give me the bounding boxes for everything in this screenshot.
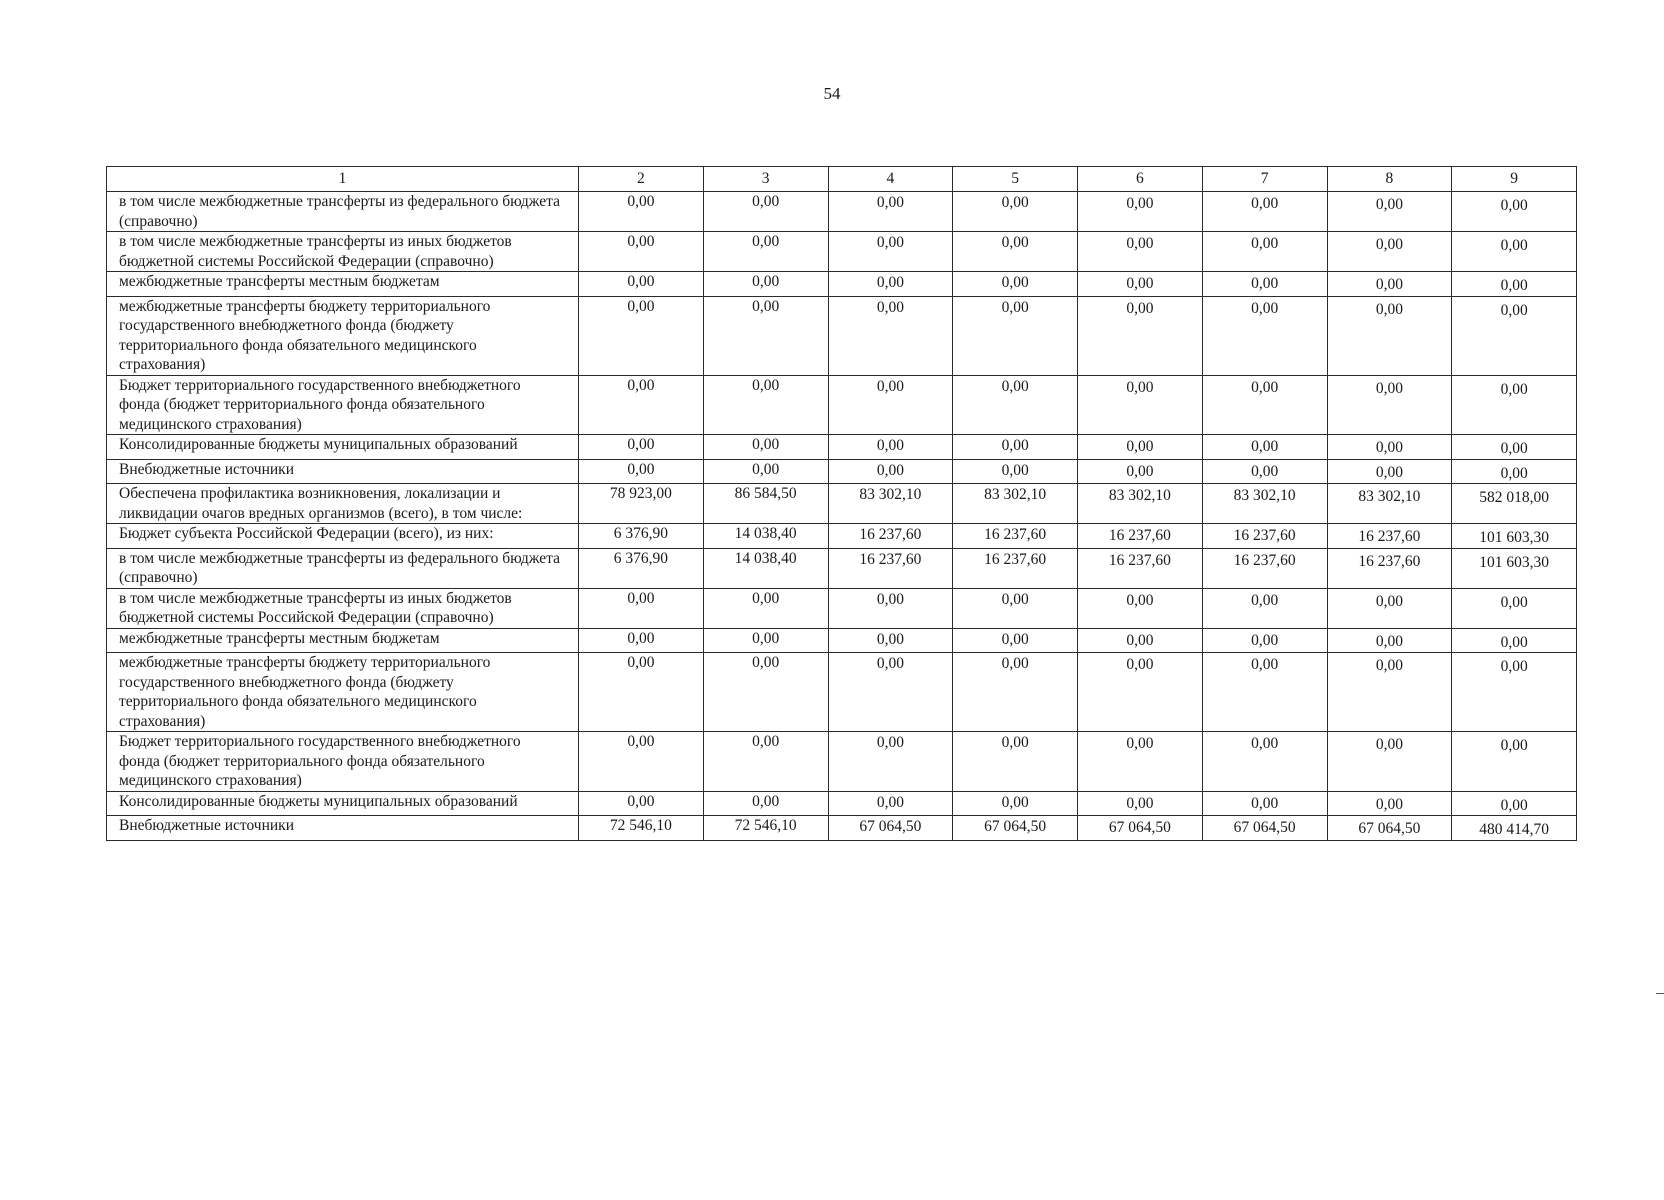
cell-value: 86 584,50 xyxy=(703,484,828,524)
row-label: в том числе межбюджетные трансферты из федерального бюджета (справочно) xyxy=(107,192,579,232)
cell-value: 16 237,60 xyxy=(1078,524,1203,549)
budget-table xyxy=(106,166,1577,841)
cell-value: 582 018,00 xyxy=(1452,484,1577,524)
cell-value: 0,00 xyxy=(828,628,953,653)
cell-value: 0,00 xyxy=(1078,588,1203,628)
cell-value: 0,00 xyxy=(1327,192,1452,232)
cell-value: 0,00 xyxy=(953,791,1078,816)
cell-value: 0,00 xyxy=(1327,588,1452,628)
cell-value: 0,00 xyxy=(703,791,828,816)
cell-value: 0,00 xyxy=(1452,628,1577,653)
column-header: 4 xyxy=(828,167,953,192)
cell-value: 72 546,10 xyxy=(579,816,704,841)
scan-edge-mark xyxy=(1656,993,1664,994)
cell-value: 0,00 xyxy=(1452,459,1577,484)
cell-value: 0,00 xyxy=(1078,232,1203,272)
cell-value: 0,00 xyxy=(703,296,828,375)
row-label: Консолидированные бюджеты муниципальных образований xyxy=(107,791,579,816)
cell-value: 0,00 xyxy=(579,232,704,272)
cell-value: 0,00 xyxy=(1202,653,1327,732)
cell-value: 0,00 xyxy=(1452,192,1577,232)
cell-value: 0,00 xyxy=(953,435,1078,460)
cell-value: 0,00 xyxy=(1202,375,1327,435)
table-row xyxy=(107,484,1577,524)
cell-value: 14 038,40 xyxy=(703,524,828,549)
column-header: 2 xyxy=(579,167,704,192)
cell-value: 480 414,70 xyxy=(1452,816,1577,841)
cell-value: 0,00 xyxy=(703,732,828,792)
column-header: 5 xyxy=(953,167,1078,192)
table-row xyxy=(107,791,1577,816)
header-row xyxy=(107,167,1577,192)
cell-value: 0,00 xyxy=(579,375,704,435)
column-header: 9 xyxy=(1452,167,1577,192)
cell-value: 0,00 xyxy=(828,732,953,792)
cell-value: 0,00 xyxy=(828,296,953,375)
table-row xyxy=(107,192,1577,232)
cell-value: 0,00 xyxy=(828,232,953,272)
cell-value: 0,00 xyxy=(1327,272,1452,297)
table-row xyxy=(107,375,1577,435)
cell-value: 0,00 xyxy=(953,732,1078,792)
page-number: 54 xyxy=(823,84,841,103)
cell-value: 14 038,40 xyxy=(703,548,828,588)
column-header: 8 xyxy=(1327,167,1452,192)
cell-value: 0,00 xyxy=(828,653,953,732)
cell-value: 0,00 xyxy=(1078,732,1203,792)
cell-value: 6 376,90 xyxy=(579,548,704,588)
cell-value: 0,00 xyxy=(953,653,1078,732)
cell-value: 0,00 xyxy=(953,192,1078,232)
cell-value: 0,00 xyxy=(1202,272,1327,297)
cell-value: 16 237,60 xyxy=(828,548,953,588)
cell-value: 0,00 xyxy=(1202,232,1327,272)
cell-value: 0,00 xyxy=(1202,628,1327,653)
table-row xyxy=(107,435,1577,460)
cell-value: 16 237,60 xyxy=(1327,548,1452,588)
cell-value: 0,00 xyxy=(1327,435,1452,460)
cell-value: 16 237,60 xyxy=(1327,524,1452,549)
cell-value: 0,00 xyxy=(579,459,704,484)
cell-value: 0,00 xyxy=(1078,459,1203,484)
cell-value: 0,00 xyxy=(1452,588,1577,628)
cell-value: 0,00 xyxy=(828,791,953,816)
cell-value: 0,00 xyxy=(1452,791,1577,816)
cell-value: 0,00 xyxy=(1078,435,1203,460)
row-label: межбюджетные трансферты местным бюджетам xyxy=(107,628,579,653)
column-header: 3 xyxy=(703,167,828,192)
cell-value: 0,00 xyxy=(703,653,828,732)
column-header: 1 xyxy=(107,167,579,192)
cell-value: 0,00 xyxy=(579,653,704,732)
cell-value: 0,00 xyxy=(703,435,828,460)
row-label: Консолидированные бюджеты муниципальных образований xyxy=(107,435,579,460)
cell-value: 16 237,60 xyxy=(828,524,953,549)
row-label: в том числе межбюджетные трансферты из федерального бюджета (справочно) xyxy=(107,548,579,588)
row-label: Бюджет территориального государственного внебюджетного фонда (бюджет территориального фонда обязательного медицинского страхования) xyxy=(107,732,579,792)
cell-value: 0,00 xyxy=(828,435,953,460)
table-row xyxy=(107,524,1577,549)
cell-value: 0,00 xyxy=(703,628,828,653)
cell-value: 83 302,10 xyxy=(953,484,1078,524)
cell-value: 0,00 xyxy=(1452,272,1577,297)
cell-value: 0,00 xyxy=(1202,459,1327,484)
cell-value: 67 064,50 xyxy=(1078,816,1203,841)
cell-value: 0,00 xyxy=(1202,296,1327,375)
cell-value: 0,00 xyxy=(703,232,828,272)
cell-value: 0,00 xyxy=(828,459,953,484)
row-label: Бюджет субъекта Российской Федерации (всего), из них: xyxy=(107,524,579,549)
cell-value: 0,00 xyxy=(828,192,953,232)
table-row xyxy=(107,232,1577,272)
cell-value: 0,00 xyxy=(1327,628,1452,653)
cell-value: 0,00 xyxy=(1202,435,1327,460)
cell-value: 0,00 xyxy=(1327,296,1452,375)
cell-value: 72 546,10 xyxy=(703,816,828,841)
column-header: 7 xyxy=(1202,167,1327,192)
cell-value: 101 603,30 xyxy=(1452,524,1577,549)
cell-value: 0,00 xyxy=(579,192,704,232)
cell-value: 0,00 xyxy=(579,435,704,460)
table-row xyxy=(107,548,1577,588)
cell-value: 0,00 xyxy=(1327,791,1452,816)
row-label: межбюджетные трансферты местным бюджетам xyxy=(107,272,579,297)
cell-value: 0,00 xyxy=(953,232,1078,272)
cell-value: 0,00 xyxy=(703,272,828,297)
cell-value: 78 923,00 xyxy=(579,484,704,524)
cell-value: 0,00 xyxy=(1327,459,1452,484)
cell-value: 0,00 xyxy=(1078,272,1203,297)
cell-value: 0,00 xyxy=(1078,628,1203,653)
table-row xyxy=(107,816,1577,841)
cell-value: 0,00 xyxy=(953,588,1078,628)
cell-value: 0,00 xyxy=(1078,653,1203,732)
cell-value: 0,00 xyxy=(1202,791,1327,816)
cell-value: 0,00 xyxy=(579,791,704,816)
table-row xyxy=(107,732,1577,792)
row-label: Внебюджетные источники xyxy=(107,816,579,841)
table-row xyxy=(107,653,1577,732)
cell-value: 0,00 xyxy=(1078,296,1203,375)
cell-value: 83 302,10 xyxy=(1327,484,1452,524)
table-row xyxy=(107,588,1577,628)
cell-value: 0,00 xyxy=(828,272,953,297)
cell-value: 0,00 xyxy=(1452,653,1577,732)
cell-value: 0,00 xyxy=(579,296,704,375)
cell-value: 0,00 xyxy=(1452,732,1577,792)
table-row xyxy=(107,272,1577,297)
cell-value: 83 302,10 xyxy=(828,484,953,524)
cell-value: 0,00 xyxy=(703,192,828,232)
cell-value: 0,00 xyxy=(953,459,1078,484)
row-label: межбюджетные трансферты бюджету территориального государственного внебюджетного фонда (бюджету территориального фонда обязательного медицинского страхования) xyxy=(107,296,579,375)
cell-value: 0,00 xyxy=(1202,732,1327,792)
table-row xyxy=(107,296,1577,375)
cell-value: 16 237,60 xyxy=(1202,524,1327,549)
cell-value: 0,00 xyxy=(1202,588,1327,628)
cell-value: 16 237,60 xyxy=(1202,548,1327,588)
column-header: 6 xyxy=(1078,167,1203,192)
cell-value: 0,00 xyxy=(1452,375,1577,435)
cell-value: 101 603,30 xyxy=(1452,548,1577,588)
cell-value: 0,00 xyxy=(1078,375,1203,435)
cell-value: 0,00 xyxy=(703,588,828,628)
cell-value: 0,00 xyxy=(1327,732,1452,792)
cell-value: 0,00 xyxy=(1327,375,1452,435)
table-row xyxy=(107,459,1577,484)
cell-value: 0,00 xyxy=(703,459,828,484)
row-label: в том числе межбюджетные трансферты из иных бюджетов бюджетной системы Российской Федерации (справочно) xyxy=(107,588,579,628)
cell-value: 0,00 xyxy=(953,272,1078,297)
cell-value: 0,00 xyxy=(953,296,1078,375)
table-row xyxy=(107,628,1577,653)
cell-value: 0,00 xyxy=(828,375,953,435)
table-body xyxy=(107,192,1577,841)
row-label: Обеспечена профилактика возникновения, локализации и ликвидации очагов вредных организмов (всего), в том числе: xyxy=(107,484,579,524)
cell-value: 67 064,50 xyxy=(828,816,953,841)
cell-value: 0,00 xyxy=(1327,653,1452,732)
cell-value: 0,00 xyxy=(703,375,828,435)
cell-value: 67 064,50 xyxy=(953,816,1078,841)
cell-value: 6 376,90 xyxy=(579,524,704,549)
cell-value: 0,00 xyxy=(1452,435,1577,460)
cell-value: 83 302,10 xyxy=(1202,484,1327,524)
cell-value: 0,00 xyxy=(579,732,704,792)
cell-value: 0,00 xyxy=(828,588,953,628)
cell-value: 0,00 xyxy=(1078,791,1203,816)
cell-value: 0,00 xyxy=(579,272,704,297)
cell-value: 16 237,60 xyxy=(953,548,1078,588)
cell-value: 0,00 xyxy=(579,628,704,653)
row-label: Бюджет территориального государственного внебюджетного фонда (бюджет территориального фонда обязательного медицинского страхования) xyxy=(107,375,579,435)
row-label: межбюджетные трансферты бюджету территориального государственного внебюджетного фонда (бюджету территориального фонда обязательного медицинского страхования) xyxy=(107,653,579,732)
cell-value: 67 064,50 xyxy=(1202,816,1327,841)
row-label: в том числе межбюджетные трансферты из иных бюджетов бюджетной системы Российской Федерации (справочно) xyxy=(107,232,579,272)
cell-value: 0,00 xyxy=(953,375,1078,435)
cell-value: 0,00 xyxy=(1202,192,1327,232)
cell-value: 0,00 xyxy=(579,588,704,628)
cell-value: 16 237,60 xyxy=(953,524,1078,549)
cell-value: 0,00 xyxy=(953,628,1078,653)
cell-value: 83 302,10 xyxy=(1078,484,1203,524)
cell-value: 67 064,50 xyxy=(1327,816,1452,841)
cell-value: 0,00 xyxy=(1327,232,1452,272)
cell-value: 16 237,60 xyxy=(1078,548,1203,588)
cell-value: 0,00 xyxy=(1452,232,1577,272)
cell-value: 0,00 xyxy=(1078,192,1203,232)
row-label: Внебюджетные источники xyxy=(107,459,579,484)
cell-value: 0,00 xyxy=(1452,296,1577,375)
